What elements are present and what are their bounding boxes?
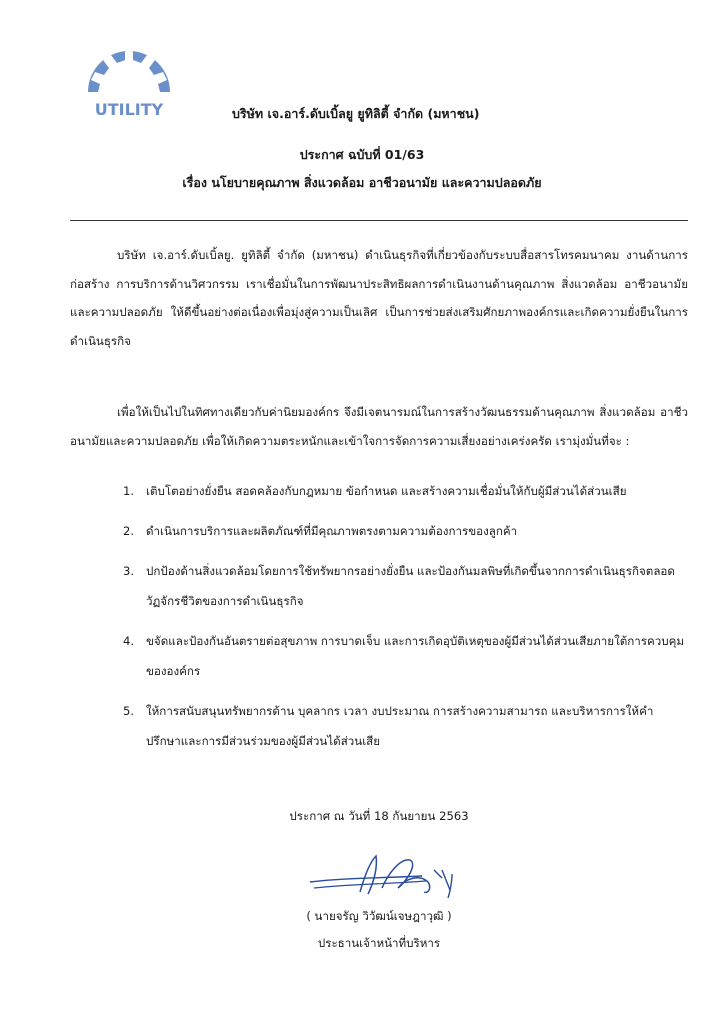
list-item <box>118 476 688 506</box>
list-item-number: 5. <box>123 704 135 718</box>
signer-title: ประธานเจ้าหน้าที่บริหาร <box>317 936 441 950</box>
list-item-text: ปกป้องด้านสิ่งแวดล้อมโดยการใช้ทรัพยากรอย่างยั่งยืน และป้องกันมลพิษที่เกิดขึ้นจากการดำเนินธุรกิจตลอดวัฏจักรชีวิตของการดำเนินธุรกิจ <box>146 564 675 608</box>
list-item <box>118 516 688 546</box>
logo-wordmark: UTILITY <box>94 100 164 119</box>
announcement-subject: เรื่อง นโยบายคุณภาพ สิ่งแวดล้อม อาชีวอนามัย และความปลอดภัย <box>182 175 542 190</box>
body-paragraph-2 <box>70 398 688 455</box>
signer-name: ( นายจรัญ วิวัฒน์เจษฎาวุฒิ ) <box>306 909 452 923</box>
body-paragraph-1 <box>70 241 688 355</box>
signature-mark <box>302 848 467 906</box>
policy-list <box>118 476 688 766</box>
header-divider <box>70 220 688 221</box>
list-item <box>118 626 688 686</box>
list-item-number: 1. <box>123 484 135 498</box>
list-item-text: ดำเนินการบริการและผลิตภัณฑ์ที่มีคุณภาพตรงตามความต้องการของลูกค้า <box>146 524 518 538</box>
logo-letters: JRW <box>106 71 152 95</box>
list-item-text: เติบโตอย่างยั่งยืน สอดคล้องกับกฎหมาย ข้อกำหนด และสร้างความเชื่อมั่นให้กับผู้มีส่วนได้ส่วนเสีย <box>146 484 627 498</box>
list-item <box>118 556 688 616</box>
body-paragraph-2-text: เพื่อให้เป็นไปในทิศทางเดียวกับค่านิยมองค์กร จึงมีเจตนารมณ์ในการสร้างวัฒนธรรมด้านคุณภาพ สิ่งแวดล้อม อาชีว อนามัยและความปลอดภัย เพื่อให้เกิดความตระหนักและเข้าใจการจัดการความเสี่ยงอย่างเคร่งครัด เรามุ่งมั่นที่จะ : <box>70 405 688 448</box>
company-name-heading: บริษัท เจ.อาร์.ดับเบิ้ลยู ยูทิลิตี้ จำกัด (มหาชน) <box>232 106 480 121</box>
list-item-text: ขจัดและป้องกันอันตรายต่อสุขภาพ การบาดเจ็บ และการเกิดอุบัติเหตุของผู้มีส่วนได้ส่วนเสียภายใต้การควบคุมขององค์กร <box>146 634 685 678</box>
list-item-number: 2. <box>123 524 135 538</box>
list-item <box>118 696 688 756</box>
list-item-number: 4. <box>123 634 135 648</box>
list-item-number: 3. <box>123 564 135 578</box>
list-item-text: ให้การสนับสนุนทรัพยากรด้าน บุคลากร เวลา งบประมาณ การสร้างความสามารถ และบริหารการให้คำปรึกษาและการมีส่วนร่วมของผู้มีส่วนได้ส่วนเสีย <box>146 704 654 748</box>
company-logo <box>74 48 184 120</box>
body-paragraph-1-text: บริษัท เจ.อาร์.ดับเบิ้ลยู. ยูทิลิตี้ จำกัด (มหาชน) ดำเนินธุรกิจที่เกี่ยวข้องกับระบบสื่อสารโทรคมนาคม งานด้านการก่อสร้าง การบริการด้านวิศวกรรม เราเชื่อมั่นในการพัฒนาประสิทธิผลการดำเนินงานด้านคุณภาพ สิ่งแวดล้อม อาชีวอนามัย และความปลอดภัย ให้ดีขึ้นอย่างต่อเนื่องเพื่อมุ่งสู่ความเป็นเลิศ เป็นการช่วยส่งเสริมศักยภาพองค์กรและเกิดความยั่งยืนในการดำเนินธุรกิจ <box>70 248 688 348</box>
announcement-date: ประกาศ ณ วันที่ 18 กันยายน 2563 <box>289 809 469 823</box>
announcement-number: ประกาศ ฉบับที่ 01/63 <box>299 147 425 162</box>
